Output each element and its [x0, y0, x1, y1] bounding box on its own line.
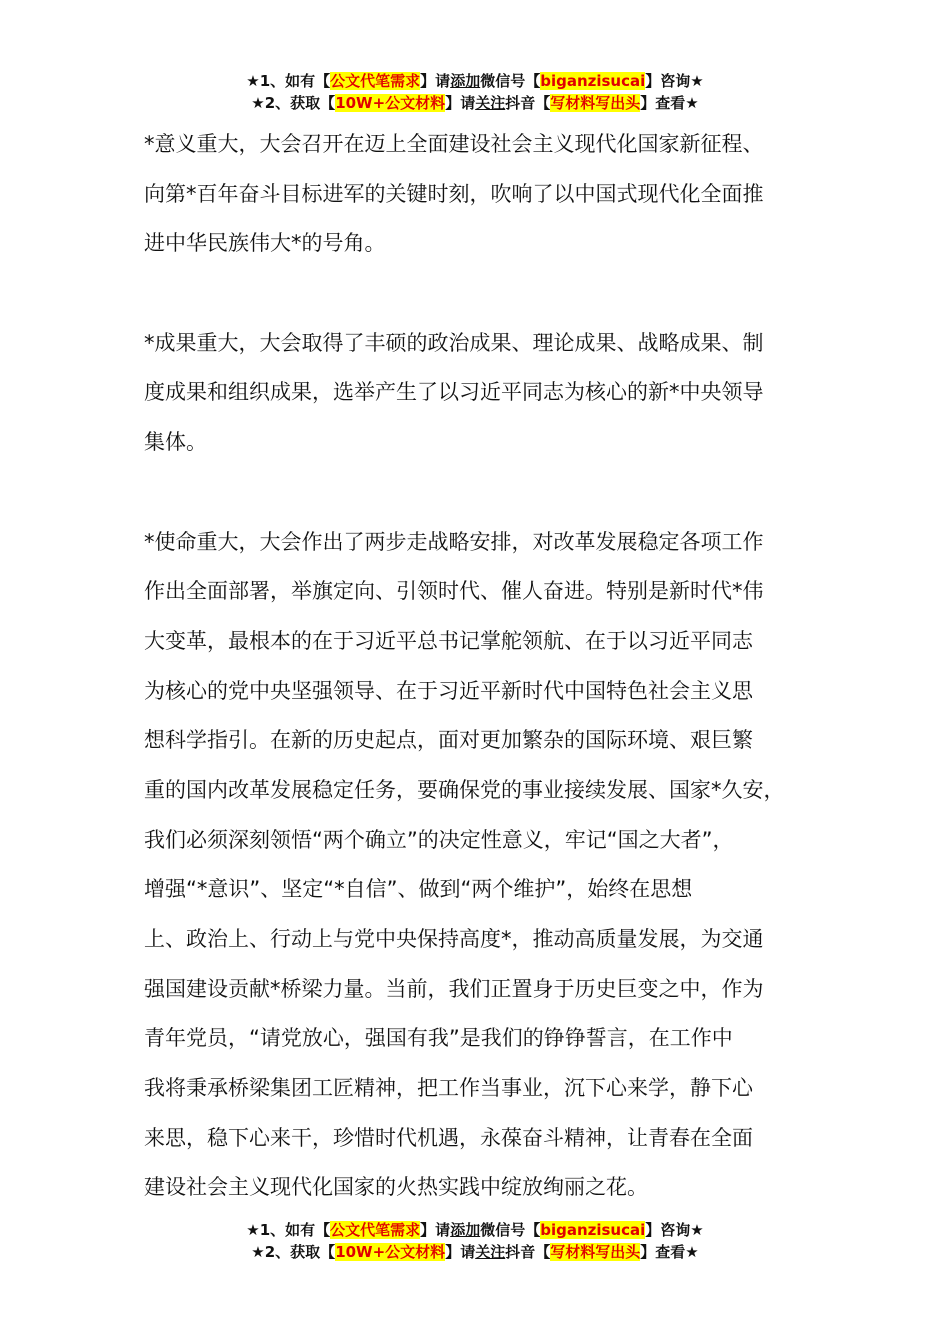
banner-line-2: ★2、获取【10W+公文材料】请关注抖音【写材料写出头】查看★ — [251, 1243, 699, 1261]
highlight-materials: 10W+公文材料 — [335, 94, 446, 112]
text-line: 向第*百年奋斗目标进军的关键时刻，吹响了以中国式现代化全面推 — [144, 181, 764, 206]
text-line: 来思，稳下心来干，珍惜时代机遇，永葆奋斗精神，让青春在全面 — [144, 1125, 753, 1150]
highlight-service: 公文代笔需求 — [330, 72, 421, 90]
text-line: 想科学指引。在新的历史起点，面对更加繁杂的国际环境、艰巨繁 — [144, 728, 753, 753]
text-line: *成果重大，大会取得了丰硕的政治成果、理论成果、战略成果、制 — [144, 330, 764, 355]
highlight-douyin: 写材料写出头 — [550, 1243, 641, 1261]
footer-banner — [0, 1219, 950, 1263]
text-line: 重的国内改革发展稳定任务，要确保党的事业接续发展、国家*久安， — [144, 777, 785, 802]
text-line: *使命重大，大会作出了两步走战略安排，对改革发展稳定各项工作 — [144, 529, 764, 554]
highlight-wechat-id: biganzisucai — [540, 72, 646, 90]
text-line: 建设社会主义现代化国家的火热实践中绽放绚丽之花。 — [144, 1175, 648, 1200]
highlight-douyin: 写材料写出头 — [550, 94, 641, 112]
paragraph-mission — [144, 518, 834, 1214]
text-line: 作出全面部署，举旗定向、引领时代、催人奋进。特别是新时代*伟 — [144, 579, 764, 604]
text-line: 大变革，最根本的在于习近平总书记掌舵领航、在于以习近平同志 — [144, 628, 753, 653]
paragraph-achievements — [144, 319, 834, 468]
banner-line-1: ★1、如有【公文代笔需求】请添加微信号【biganzisucai】咨询★ — [246, 72, 704, 90]
highlight-materials: 10W+公文材料 — [335, 1243, 446, 1261]
text-line: *意义重大，大会召开在迈上全面建设社会主义现代化国家新征程、 — [144, 132, 764, 156]
document-body — [144, 120, 834, 1263]
text-line: 为核心的党中央坚强领导、在于习近平新时代中国特色社会主义思 — [144, 678, 753, 703]
highlight-wechat-id: biganzisucai — [540, 1221, 646, 1239]
text-line: 增强“*意识”、坚定“*自信”、做到“两个维护”，始终在思想 — [144, 877, 693, 902]
text-line: 强国建设贡献*桥梁力量。当前，我们正置身于历史巨变之中，作为 — [144, 976, 764, 1001]
banner-line-2: ★2、获取【10W+公文材料】请关注抖音【写材料写出头】查看★ — [251, 94, 699, 112]
text-line: 集体。 — [144, 430, 207, 455]
text-line: 度成果和组织成果，选举产生了以习近平同志为核心的新*中央领导 — [144, 380, 764, 405]
text-line: 我们必须深刻领悟“两个确立”的决定性意义，牢记“国之大者”， — [144, 827, 734, 852]
paragraph-significance — [144, 120, 834, 269]
text-line: 上、政治上、行动上与党中央保持高度*，推动高质量发展，为交通 — [144, 927, 764, 951]
banner-line-1: ★1、如有【公文代笔需求】请添加微信号【biganzisucai】咨询★ — [246, 1221, 704, 1239]
highlight-service: 公文代笔需求 — [330, 1221, 421, 1239]
text-line: 我将秉承桥梁集团工匠精神，把工作当事业，沉下心来学，静下心 — [144, 1076, 753, 1101]
header-banner — [0, 70, 950, 114]
text-line: 进中华民族伟大*的号角。 — [144, 231, 386, 256]
text-line: 青年党员，“请党放心，强国有我”是我们的铮铮誓言，在工作中 — [144, 1026, 733, 1051]
